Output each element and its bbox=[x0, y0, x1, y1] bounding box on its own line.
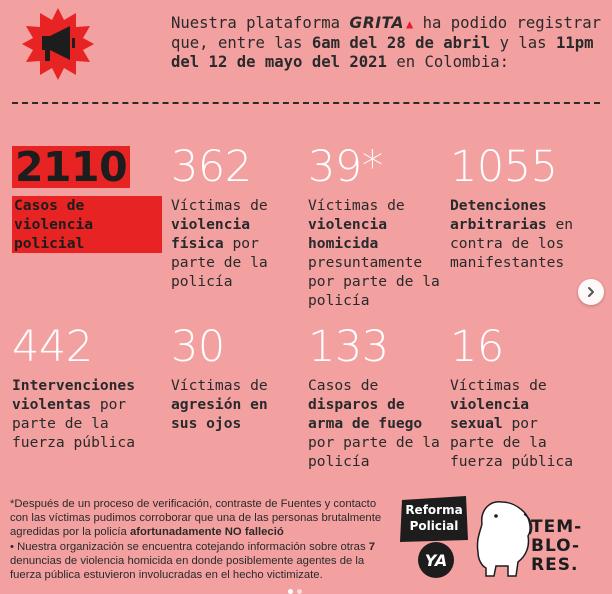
stat-number: 16 bbox=[450, 322, 504, 372]
elephant-icon bbox=[477, 502, 531, 576]
stat-description: Víctimas de violencia física por parte de la policía bbox=[171, 197, 268, 290]
stat-description: Casos de violencia policial bbox=[12, 196, 162, 253]
carousel-dot[interactable] bbox=[288, 589, 293, 594]
stat-number: 362 bbox=[171, 142, 252, 192]
reforma-policial-logo bbox=[398, 494, 470, 580]
svg-text:YA: YA bbox=[424, 551, 448, 570]
megaphone-badge bbox=[22, 8, 94, 80]
stat-number: 39* bbox=[308, 142, 383, 192]
stat-description: Víctimas de violencia homicida presuntamente por parte de la policía bbox=[308, 197, 440, 309]
stat-arma-fuego bbox=[308, 322, 440, 471]
stat-number: 442 bbox=[12, 322, 93, 372]
stat-violencia-fisica bbox=[171, 142, 297, 291]
stat-number: 133 bbox=[308, 322, 389, 372]
stat-violencia-sexual bbox=[450, 322, 582, 471]
stat-number: 30 bbox=[171, 322, 225, 372]
footnote-line-2: • Nuestra organización se encuentra cotejando información sobre otras 7 denuncias de violencia homicida en donde posiblemente agentes de la fuerza pública estuvieron involucradas en el hecho victimizate. bbox=[10, 540, 376, 582]
megaphone-icon: ▲ bbox=[406, 17, 414, 31]
svg-text:Policial: Policial bbox=[409, 519, 459, 533]
intro-text: Nuestra plataforma GRITA ▲ ha podido registrar que, entre las 6am del 28 de abril y las 11pm del 12 de mayo del 2021 en Colombia: bbox=[171, 14, 601, 71]
carousel-next-button[interactable] bbox=[578, 279, 604, 305]
chevron-right-icon bbox=[585, 286, 597, 298]
stat-description: Detenciones arbitrarias en contra de los manifestantes bbox=[450, 197, 574, 271]
brand-name: GRITA bbox=[349, 14, 404, 32]
footnote-line-1: *Después de un proceso de verificación, contraste de Fuentes y contacto con las víctimas pudimos corroborar que una de las personas brutalmente agredidas por la policía afortunadamente NO falleció bbox=[10, 498, 382, 539]
carousel-dots bbox=[288, 589, 302, 594]
stat-number: 2110 bbox=[12, 146, 130, 188]
stat-number: 1055 bbox=[450, 142, 558, 192]
stat-agresion-ojos bbox=[171, 322, 297, 433]
footnote bbox=[10, 497, 392, 582]
stat-violencia-policial bbox=[12, 143, 162, 253]
svg-text:Reforma: Reforma bbox=[405, 503, 463, 517]
temblores-wordmark: TEM- BLO- RES. bbox=[531, 517, 583, 575]
stat-description: Víctimas de agresión en sus ojos bbox=[171, 377, 268, 432]
stat-description: Víctimas de violencia sexual por parte de la fuerza pública bbox=[450, 377, 574, 470]
stat-detenciones bbox=[450, 142, 582, 272]
stat-description: Intervenciones violentas por parte de la fuerza pública bbox=[12, 377, 136, 451]
stat-description: Casos de disparos de arma de fuego por parte de la policía bbox=[308, 377, 440, 470]
stat-violencia-homicida bbox=[308, 142, 440, 310]
dashed-divider bbox=[12, 102, 600, 104]
carousel-dot[interactable] bbox=[297, 589, 302, 594]
stat-intervenciones bbox=[12, 322, 162, 452]
